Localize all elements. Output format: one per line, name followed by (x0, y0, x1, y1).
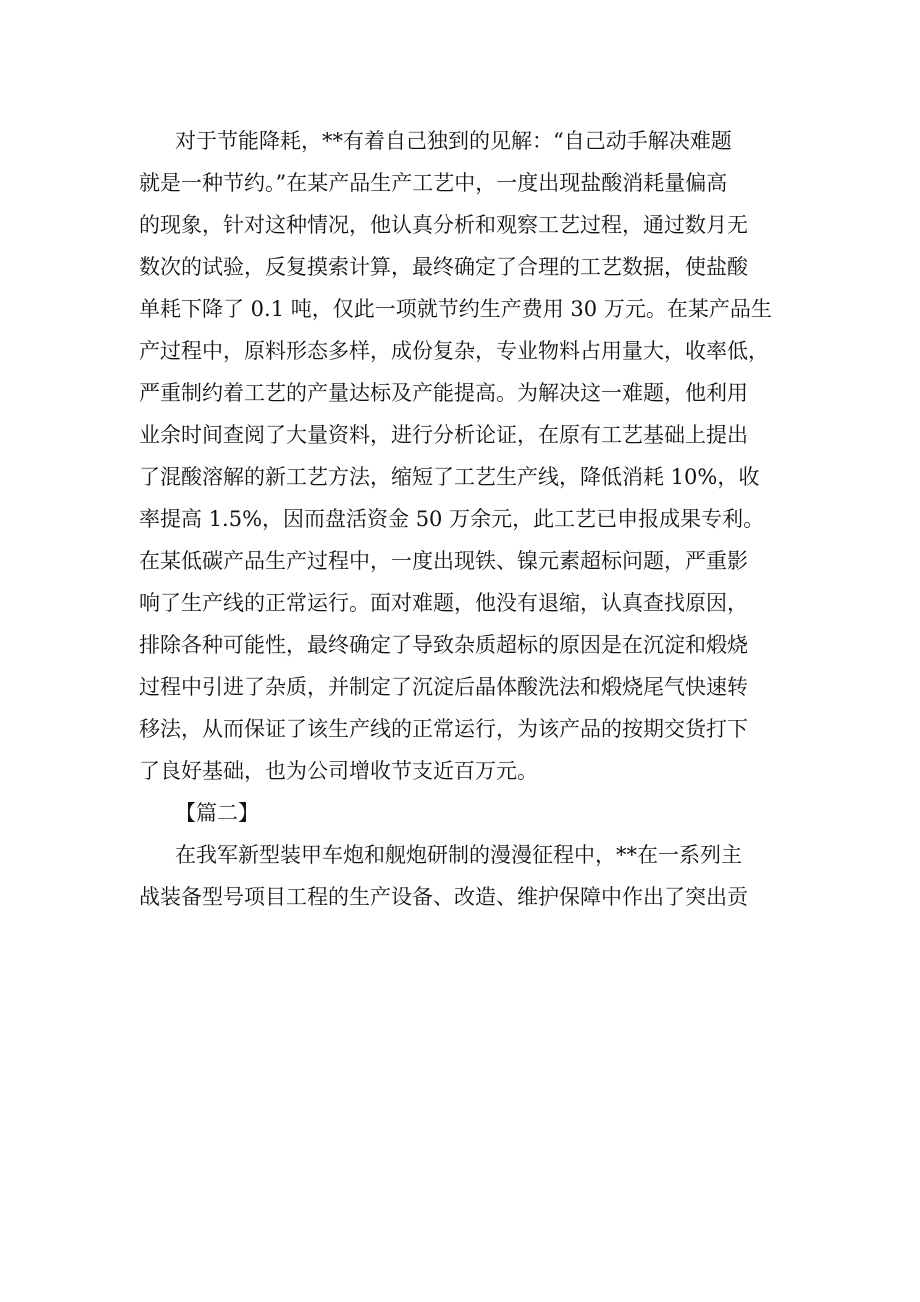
paragraph-line: 在我军新型装甲车炮和舰炮研制的漫漫征程中，**在一系列主 (175, 843, 742, 867)
paragraph-line: 对于节能降耗，**有着自己独到的见解：“自己动手解决难题 (175, 129, 732, 153)
paragraph-line: 业余时间查阅了大量资料，进行分析论证，在原有工艺基础上提出 (139, 423, 748, 447)
paragraph-line: 率提高 1.5%，因而盘活资金 50 万余元，此工艺已申报成果专利。 (139, 507, 765, 531)
paragraph-line: 了混酸溶解的新工艺方法，缩短了工艺生产线，降低消耗 10%，收 (139, 465, 760, 489)
paragraph-line: 单耗下降了 0.1 吨，仅此一项就节约生产费用 30 万元。在某产品生 (139, 297, 772, 321)
paragraph-line: 过程中引进了杂质，并制定了沉淀后晶体酸洗法和煅烧尾气快速转 (139, 675, 748, 699)
paragraph-line: 移法，从而保证了该生产线的正常运行，为该产品的按期交货打下 (139, 717, 748, 741)
paragraph-line: 在某低碳产品生产过程中，一度出现铁、镍元素超标问题，严重影 (139, 549, 748, 573)
paragraph-line: 就是一种节约。”在某产品生产工艺中，一度出现盐酸消耗量偏高 (139, 171, 728, 195)
paragraph-line: 响了生产线的正常运行。面对难题，他没有退缩，认真查找原因， (139, 591, 748, 615)
paragraph-line: 排除各种可能性，最终确定了导致杂质超标的原因是在沉淀和煅烧 (139, 633, 748, 657)
paragraph-line: 的现象，针对这种情况，他认真分析和观察工艺过程，通过数月无 (139, 213, 748, 237)
paragraph-line: 严重制约着工艺的产量达标及产能提高。为解决这一难题，他利用 (139, 381, 748, 405)
paragraph-line: 战装备型号项目工程的生产设备、改造、维护保障中作出了突出贡 (139, 885, 748, 909)
paragraph-line: 产过程中，原料形态多样，成份复杂，专业物料占用量大，收率低， (139, 339, 769, 363)
document-body (139, 120, 799, 918)
paragraph-line: 了良好基础，也为公司增收节支近百万元。 (139, 759, 538, 783)
section-heading: 【篇二】 (175, 801, 259, 825)
paragraph-line: 数次的试验，反复摸索计算，最终确定了合理的工艺数据，使盐酸 (139, 255, 748, 279)
